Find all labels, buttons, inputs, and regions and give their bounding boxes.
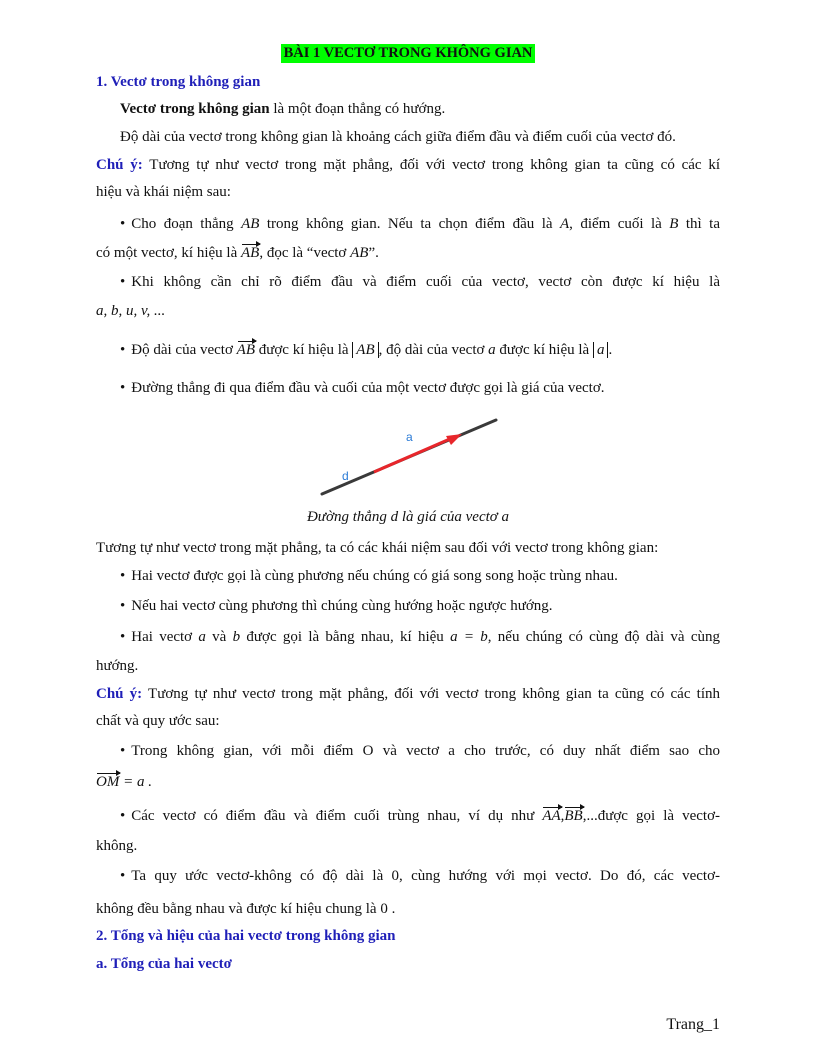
bullet <box>120 743 131 759</box>
figure-caption: Đường thẳng d là giá của vectơ a <box>306 509 510 525</box>
bullet <box>120 342 131 358</box>
note-1-bullet-2-line-1: • Khi không cần chỉ rõ điểm đầu và điểm cuối của vectơ, vectơ còn được kí hiệu là <box>120 272 720 292</box>
note-2-bullet-3-line-1: • Ta quy ước vectơ-không có độ dài là 0, cùng hướng với mọi vectơ. Do đó, các vectơ- <box>120 866 720 886</box>
note-1-label: Chú ý: <box>96 157 143 173</box>
line-d-label: d <box>342 469 349 483</box>
note-2-bullet-1-line-1: • Trong không gian, với mỗi điểm O và vectơ a cho trước, có duy nhất điểm sao cho <box>120 741 720 761</box>
section-1-heading: 1. Vectơ trong không gian <box>96 74 261 90</box>
vector-aa: AA <box>542 808 561 824</box>
note-1-bullet-2-line-2: a, b, u, v, ... <box>96 303 166 319</box>
note-2-line-1 <box>96 684 720 704</box>
vector-a-label: a <box>406 430 413 444</box>
bullet <box>120 568 131 584</box>
section-2a-heading: a. Tổng của hai vectơ <box>96 956 232 972</box>
note-2-bullet-3-line-2: không đều bằng nhau và được kí hiệu chung là 0 . <box>96 901 396 917</box>
para-2-intro: Tương tự như vectơ trong mặt phẳng, ta có các khái niệm sau đối với vectơ trong không gian: <box>96 540 659 556</box>
vector-ab: AB <box>240 245 260 261</box>
vector-support-figure <box>300 408 520 508</box>
note-1-line-1 <box>96 155 720 175</box>
para-2-bullet-3-line-2: hướng. <box>96 658 139 674</box>
note-2-bullet-2-line-1: • Các vectơ có điểm đầu và điểm cuối trùng nhau, ví dụ như AA,BB,...được gọi là vectơ- <box>120 806 720 826</box>
vector-bb: BB <box>564 808 583 824</box>
note-1-bullet-1-line-1: • Cho đoạn thẳng AB trong không gian. Nếu ta chọn điểm đầu là A, điểm cuối là B thì ta <box>120 214 720 234</box>
note-1-text: Tương tự như vectơ trong mặt phẳng, đối với vectơ trong không gian ta cũng có các kí <box>142 157 721 173</box>
definition-term: Vectơ trong không gian <box>120 101 270 117</box>
para-2-bullet-2: • Nếu hai vectơ cùng phương thì chúng cùng hướng hoặc ngược hướng. <box>120 596 553 616</box>
bullet <box>120 868 131 884</box>
note-2-line-2: chất và quy ước sau: <box>96 713 220 729</box>
note-1-line-2: hiệu và khái niệm sau: <box>96 184 231 200</box>
definition-line <box>120 99 445 119</box>
section-2-heading: 2. Tổng và hiệu của hai vectơ trong không gian <box>96 928 396 944</box>
vector-ab: AB <box>236 342 255 358</box>
vector-a-arrow <box>374 438 452 472</box>
note-1-bullet-4: • Đường thẳng đi qua điểm đầu và cuối của một vectơ được gọi là giá của vectơ. <box>120 378 605 398</box>
title-wrap <box>0 44 816 63</box>
note-2-bullet-2-line-2: không. <box>96 838 138 854</box>
note-2-bullet-1-line-2: OM = a . <box>96 774 152 790</box>
note-1-bullet-3: • Độ dài của vectơ AB được kí hiệu là AB , độ dài của vectơ a được kí hiệu là a . <box>120 340 612 360</box>
length-definition: Độ dài của vectơ trong không gian là khoảng cách giữa điểm đầu và điểm cuối của vectơ đó. <box>120 129 676 145</box>
bullet <box>120 629 131 645</box>
bullet <box>120 598 131 614</box>
page-number: Trang_1 <box>666 1016 720 1033</box>
para-2-bullet-3-line-1: • Hai vectơ a và b được gọi là bằng nhau, kí hiệu a = b, nếu chúng có cùng độ dài và cùng <box>120 627 720 647</box>
bullet <box>120 274 131 290</box>
definition-text: là một đoạn thẳng có hướng. <box>269 101 446 117</box>
note-2-label: Chú ý: <box>96 686 143 702</box>
bullet <box>120 808 131 824</box>
page-title: BÀI 1 VECTƠ TRONG KHÔNG GIAN <box>281 44 536 63</box>
bullet <box>120 380 131 396</box>
arrowhead-icon <box>446 434 462 445</box>
magnitude-ab: AB <box>352 342 378 358</box>
para-2-bullet-1: • Hai vectơ được gọi là cùng phương nếu chúng có giá song song hoặc trùng nhau. <box>120 566 618 586</box>
bullet <box>120 216 131 232</box>
note-2-text: Tương tự như vectơ trong mặt phẳng, đối với vectơ trong không gian ta cũng có các tính <box>142 686 720 702</box>
magnitude-a: a <box>593 342 609 358</box>
note-1-bullet-1-line-2: có một vectơ, kí hiệu là AB, đọc là “vectơ AB”. <box>96 245 379 261</box>
vector-om: OM <box>96 774 120 790</box>
